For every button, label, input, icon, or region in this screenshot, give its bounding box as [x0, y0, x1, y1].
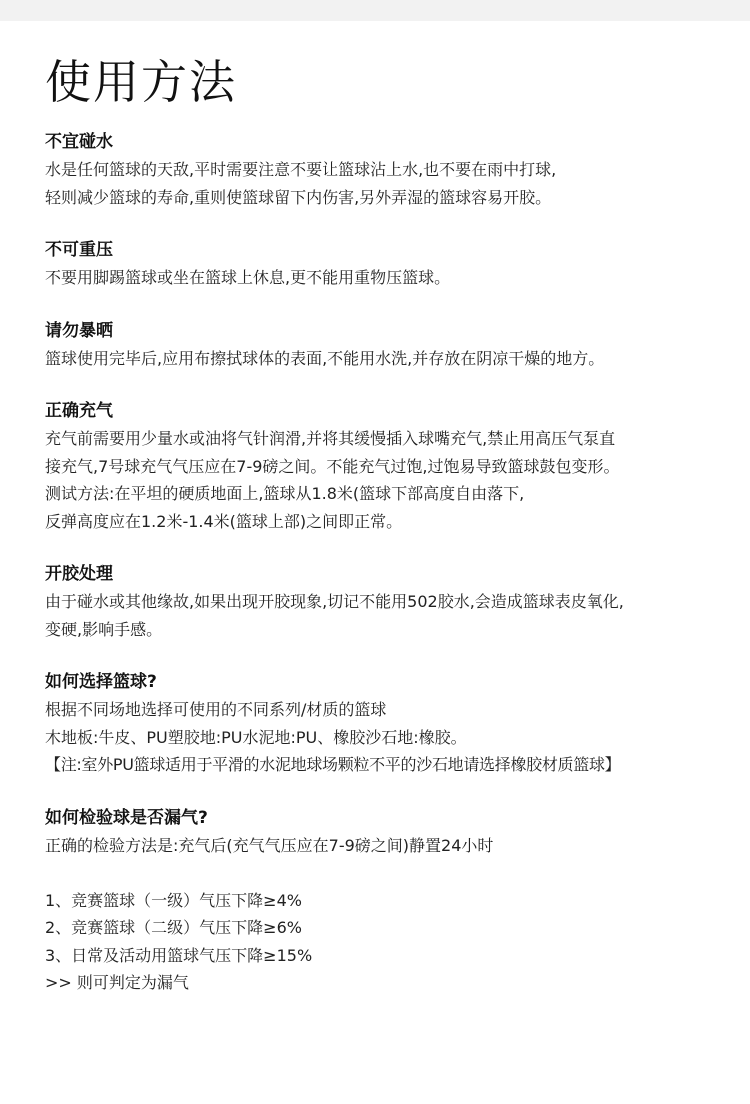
section-no-sun	[45, 319, 735, 373]
section-leak-check	[45, 806, 735, 997]
section-line: 水是任何篮球的天敌,平时需要注意不要让篮球沾上水,也不要在雨中打球,	[45, 160, 557, 179]
list-item: 3、日常及活动用篮球气压下降≥15%	[45, 945, 313, 965]
section-heading: 不可重压	[45, 240, 113, 260]
section-line: 充气前需要用少量水或油将气针润滑,并将其缓慢插入球嘴充气,禁止用高压气泵直	[45, 429, 616, 448]
section-heading: 如何选择篮球?	[45, 672, 157, 692]
section-line: 轻则减少篮球的寿命,重则使篮球留下内伤害,另外弄湿的篮球容易开胶。	[45, 187, 552, 207]
section-no-water	[45, 130, 735, 211]
section-line: 反弹高度应在1.2米-1.4米(篮球上部)之间即正常。	[45, 511, 403, 531]
section-line: 接充气,7号球充气气压应在7-9磅之间。不能充气过饱,过饱易导致篮球鼓包变形。	[45, 456, 620, 476]
section-line: 根据不同场地选择可使用的不同系列/材质的篮球	[45, 700, 387, 719]
section-heading: 开胶处理	[45, 564, 113, 584]
section-glue-repair	[45, 562, 735, 643]
section-heading: 正确充气	[45, 401, 113, 421]
section-line: 不要用脚踢篮球或坐在篮球上休息,更不能用重物压篮球。	[45, 268, 451, 287]
list-item: 1、竞赛篮球（一级）气压下降≥4%	[45, 890, 302, 910]
top-band	[0, 0, 750, 21]
section-line: 变硬,影响手感。	[45, 619, 163, 639]
page-title: 使用方法	[45, 55, 237, 109]
section-line: 正确的检验方法是:充气后(充气气压应在7-9磅之间)静置24小时	[45, 835, 494, 855]
section-line: 由于碰水或其他缘故,如果出现开胶现象,切记不能用502胶水,会造成篮球表皮氧化,	[45, 592, 624, 611]
list-item: 2、竞赛篮球（二级）气压下降≥6%	[45, 918, 302, 937]
conclusion-line: >> 则可判定为漏气	[45, 973, 189, 992]
section-line: 木地板:牛皮、PU塑胶地:PU水泥地:PU、橡胶沙石地:橡胶。	[45, 727, 467, 747]
section-heading: 不宜碰水	[45, 132, 113, 152]
section-heading: 如何检验球是否漏气?	[45, 807, 208, 828]
section-line: 篮球使用完毕后,应用布擦拭球体的表面,不能用水洗,并存放在阴凉干燥的地方。	[45, 348, 605, 368]
section-note: 【注:室外PU篮球适用于平滑的水泥地球场颗粒不平的沙石地请选择橡胶材质篮球】	[45, 755, 621, 774]
section-inflation	[45, 399, 735, 535]
usage-instructions	[45, 50, 735, 1024]
section-choose-ball	[45, 670, 735, 779]
blank-line	[45, 859, 735, 887]
section-no-pressure	[45, 238, 735, 292]
section-line: 测试方法:在平坦的硬质地面上,篮球从1.8米(篮球下部高度自由落下,	[45, 484, 525, 503]
section-heading: 请勿暴晒	[45, 320, 113, 341]
